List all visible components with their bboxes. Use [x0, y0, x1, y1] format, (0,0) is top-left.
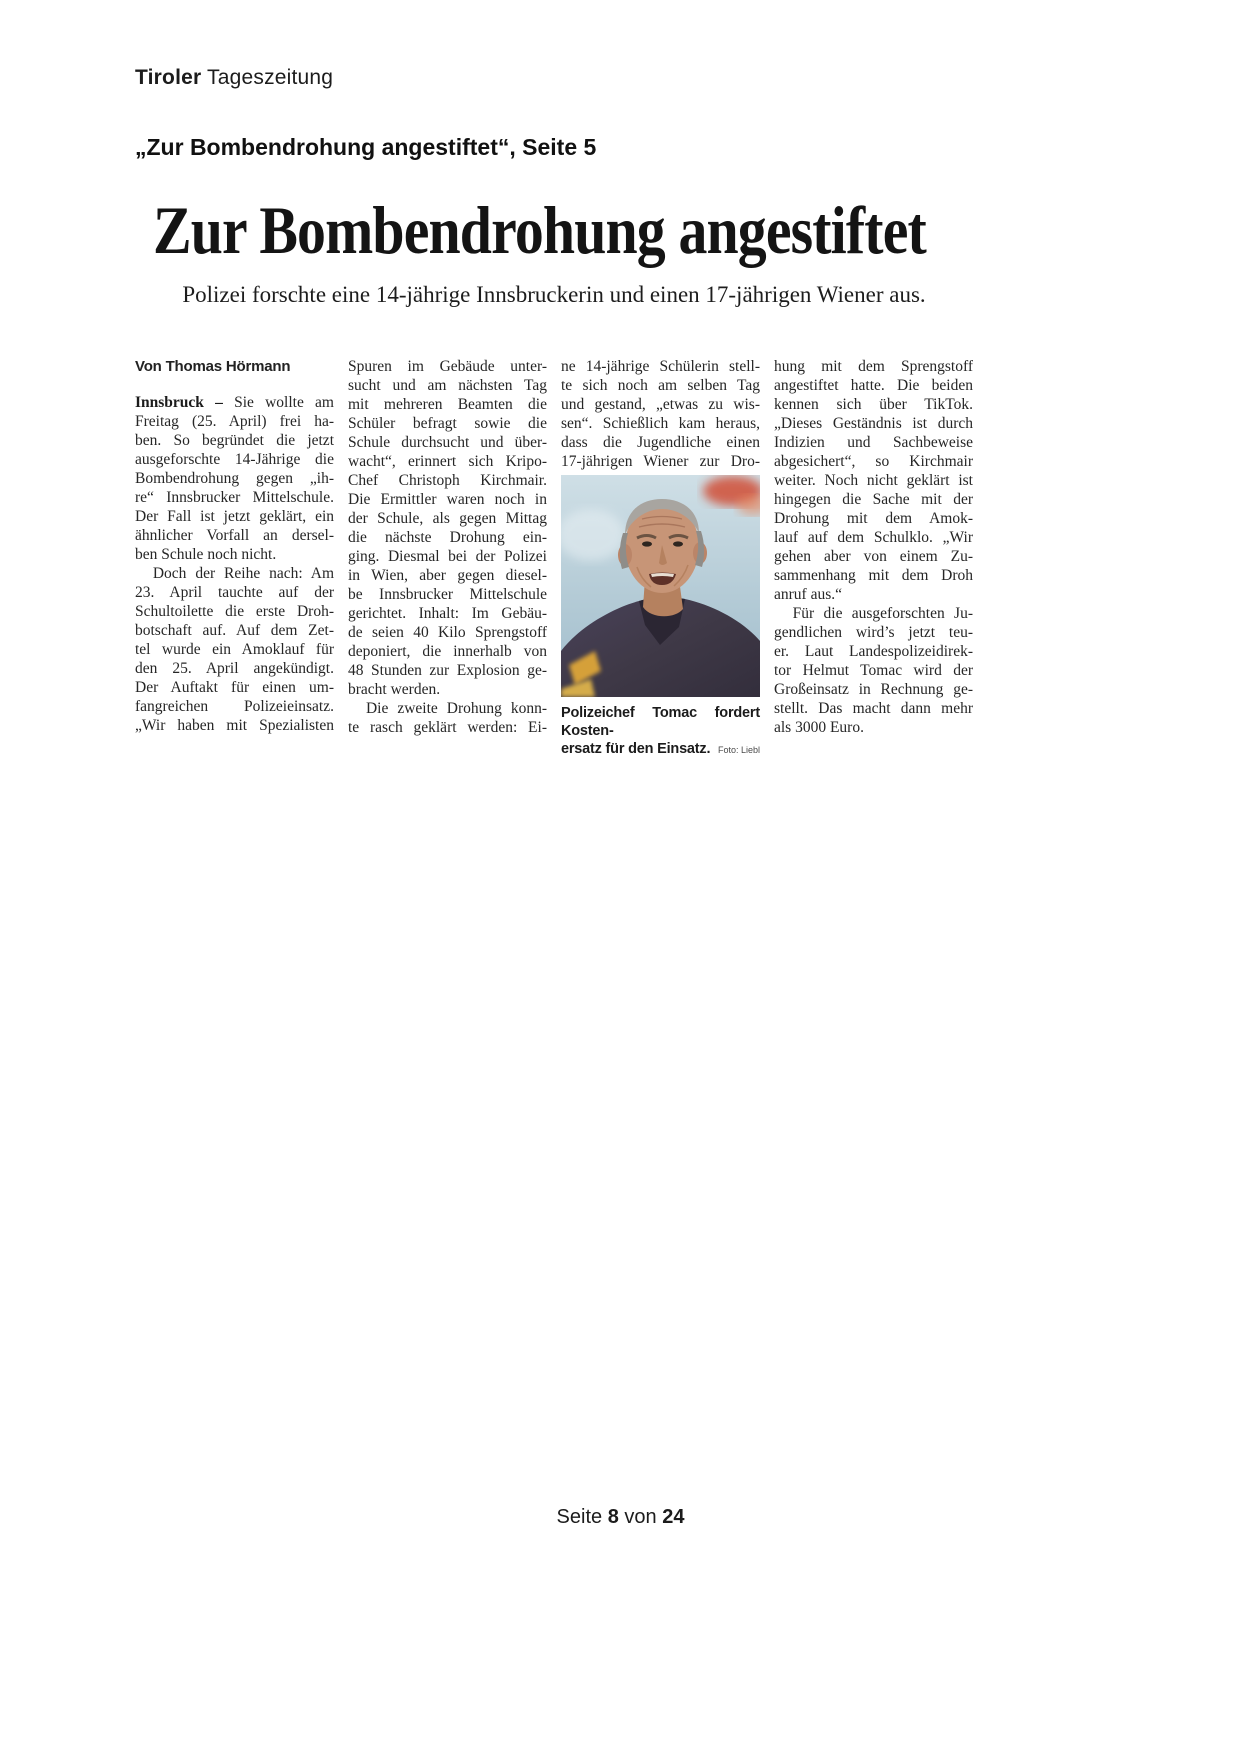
footer-total-pages: 24 [662, 1506, 685, 1528]
column-1 [135, 357, 334, 759]
column-1-text [135, 412, 334, 735]
body-line: sucht und am nächsten Tag [348, 377, 547, 394]
body-line: bracht werden. [348, 681, 441, 698]
body-line: wacht“, erinnert sich Kripo- [348, 453, 547, 470]
column-3-text [561, 357, 760, 471]
body-line: botschaft auf. Auf dem Zet- [135, 622, 334, 639]
body-line: ähnlicher Vorfall an dersel- [135, 527, 334, 544]
body-line: „Wir haben mit Spezialisten [135, 717, 334, 734]
body-line: ausgeforschte 14-Jährige die [135, 451, 334, 468]
body-line: 48 Stunden zur Explosion ge- [348, 662, 547, 679]
article-subhead: Polizei forschte eine 14-jährige Innsbruckerin und einen 17-jährigen Wiener aus. [182, 282, 926, 307]
body-line: als 3000 Euro. [774, 719, 864, 736]
eye-left [642, 541, 652, 546]
body-line: gerichtet. Inhalt: Im Gebäu- [348, 605, 547, 622]
masthead-rest: Tageszeitung [201, 66, 334, 89]
article-photo [561, 475, 760, 697]
body-line: er. Laut Landespolizeidirek- [774, 643, 973, 660]
byline: Von Thomas Hörmann [135, 358, 291, 375]
masthead-brand: Tiroler [135, 66, 202, 89]
body-line: in Wien, aber gegen diesel- [348, 567, 547, 584]
lead-line-rest: Sie wollte am [222, 394, 334, 411]
body-line: Freitag (25. April) frei ha- [135, 413, 334, 430]
body-line: sen“. Schießlich kam heraus, [561, 415, 760, 432]
body-line: ben. So begründet die jetzt [135, 432, 334, 449]
body-line: sammenhang mit dem Droh [774, 567, 973, 584]
body-line: der Schule, als gegen Mittag [348, 510, 547, 527]
body-line: be Innsbrucker Mittelschule [348, 586, 547, 603]
body-line: und gestand, „etwas zu wis- [561, 396, 760, 413]
column-3 [561, 357, 760, 759]
body-line: ben Schule noch nicht. [135, 546, 277, 563]
body-line: re“ Innsbrucker Mittelschule. [135, 489, 334, 506]
eye-right [673, 541, 683, 546]
body-line: deponiert, die innerhalb von [348, 643, 547, 660]
body-line: mit mehreren Beamten die [348, 396, 547, 413]
body-line: dass die Jugendliche einen [561, 434, 760, 451]
body-line: lauf auf dem Schulklo. „Wir [774, 529, 973, 546]
body-line: „Dieses Geständnis ist durch [774, 415, 973, 432]
photo-caption [561, 704, 760, 759]
body-line: hung mit dem Sprengstoff [774, 358, 973, 375]
police-chief-photo [561, 475, 760, 697]
body-line: kennen sich über TikTok. [774, 396, 973, 413]
body-line: Chef Christoph Kirchmair. [348, 472, 547, 489]
caption-line-1: Polizeichef Tomac fordert Kosten- [561, 705, 760, 739]
body-line: weiter. Noch nicht geklärt ist [774, 472, 973, 489]
body-line: Schüler befragt sowie die [348, 415, 547, 432]
body-line: abgesichert“, so Kirchmair [774, 453, 973, 470]
footer-seite-label: Seite [556, 1506, 603, 1528]
column-2 [348, 357, 547, 759]
body-line: Der Fall ist jetzt geklärt, ein [135, 508, 334, 525]
column-4-text [774, 357, 973, 737]
body-line: Spuren im Gebäude unter- [348, 358, 547, 375]
toc-headline-reference: „Zur Bombendrohung angestiftet“, Seite 5 [135, 134, 597, 160]
body-line: de seien 40 Kilo Sprengstoff [348, 624, 547, 641]
body-line: stellt. Das macht dann mehr [774, 700, 973, 717]
body-line: Drohung mit dem Amok- [774, 510, 973, 527]
body-line: ne 14-jährige Schülerin stell- [561, 358, 760, 375]
caption-line-2 [561, 740, 760, 759]
body-line: te sich noch am selben Tag [561, 377, 760, 394]
body-line: Schultoilette die erste Droh- [135, 603, 334, 620]
body-line: 23. April tauchte auf der [135, 584, 334, 601]
footer-page-number: 8 [607, 1506, 619, 1528]
body-line: Für die ausgeforschten Ju- [774, 605, 973, 622]
body-line: Die Ermittler waren noch in [348, 491, 547, 508]
body-line: Großeinsatz in Rechnung ge- [774, 681, 973, 698]
body-line: Indizien und Sachbeweise [774, 434, 973, 451]
dateline: Innsbruck – [135, 394, 223, 411]
footer-von-label: von [624, 1506, 657, 1528]
body-line: tel wurde ein Amoklauf für [135, 641, 334, 658]
body-line: angestiftet hatte. Die beiden [774, 377, 973, 394]
body-line: Bombendrohung gegen „ih- [135, 470, 334, 487]
body-line: 17-jährigen Wiener zur Dro- [561, 453, 760, 470]
column-4 [774, 357, 973, 759]
body-line: Der Auftakt für einen um- [135, 679, 334, 696]
body-line: Die zweite Drohung konn- [348, 700, 547, 717]
page-footer [0, 1506, 1241, 1529]
body-line: die nächste Drohung ein- [348, 529, 547, 546]
body-line: tor Helmut Tomac wird der [774, 662, 973, 679]
caption-text: ersatz für den Einsatz. [561, 741, 711, 757]
article-headline: Zur Bombendrohung angestiftet [153, 192, 926, 268]
body-line: anruf aus.“ [774, 586, 842, 603]
article-body [135, 357, 973, 759]
body-line: ging. Diesmal bei der Polizei [348, 548, 547, 565]
masthead [135, 66, 333, 90]
body-line: hingegen die Sache mit der [774, 491, 973, 508]
body-line: Schule durchsucht und über- [348, 434, 547, 451]
body-line: den 25. April angekündigt. [135, 660, 334, 677]
body-line: Doch der Reihe nach: Am [135, 565, 334, 582]
photo-credit: Foto: Liebl [717, 745, 760, 755]
lead-line [135, 393, 334, 412]
body-line: fangreichen Polizeieinsatz. [135, 698, 334, 715]
body-line: gendlichen wird’s jetzt teu- [774, 624, 973, 641]
body-line: te rasch geklärt werden: Ei- [348, 719, 547, 736]
body-line: gehen aber von einem Zu- [774, 548, 973, 565]
column-2-text [348, 357, 547, 737]
